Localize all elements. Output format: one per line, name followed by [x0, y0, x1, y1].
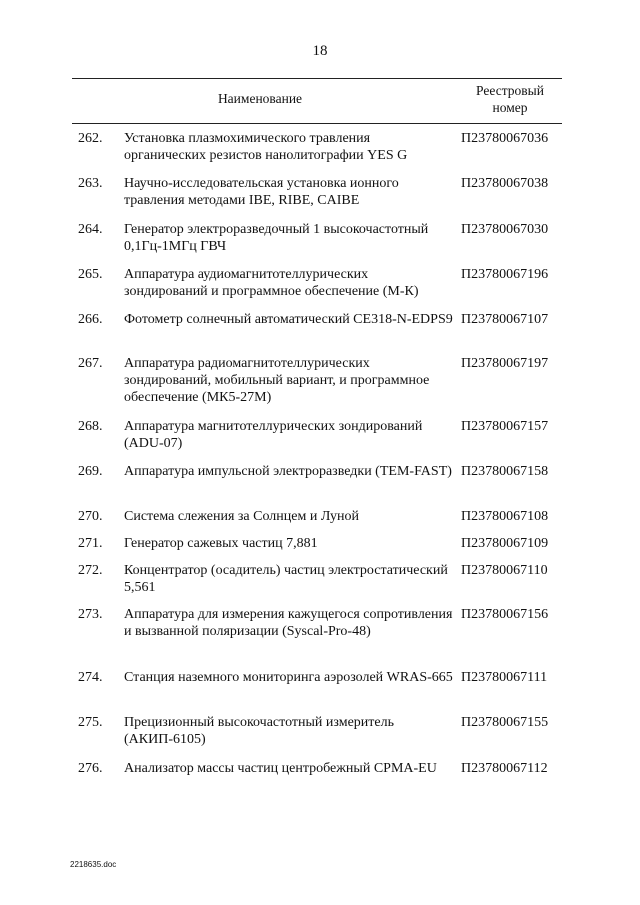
- row-registry-number: П23780067030: [461, 222, 549, 237]
- footer-document-filename: 2218635.doc: [70, 860, 117, 869]
- row-registry-number: П23780067156: [461, 607, 549, 622]
- row-name: Станция наземного мониторинга аэрозолей WRAS-665: [124, 670, 453, 685]
- row-name: Аппаратура магнитотеллурических зондирований (ADU-07): [124, 419, 423, 451]
- row-number: 262.: [78, 131, 103, 146]
- page-number: 18: [312, 43, 328, 59]
- column-header-registry-line1: Реестровый: [476, 83, 544, 98]
- row-registry-number: П23780067108: [461, 509, 549, 524]
- column-header-registry-line2: номер: [492, 100, 528, 115]
- row-registry-number: П23780067112: [461, 761, 548, 776]
- row-name: Аппаратура для измерения кажущегося сопротивления и вызванной поляризации (Syscal-Pro-48): [124, 607, 453, 639]
- row-registry-number: П23780067157: [461, 419, 549, 434]
- row-name: Аппаратура аудиомагнитотеллурических зондирований и программное обеспечение (М-К): [124, 267, 419, 299]
- row-number: 275.: [78, 715, 103, 730]
- row-registry-number: П23780067196: [461, 267, 549, 282]
- row-registry-number: П23780067111: [461, 670, 548, 685]
- row-registry-number: П23780067110: [461, 563, 548, 578]
- row-number: 269.: [78, 464, 103, 479]
- row-registry-number: П23780067107: [461, 312, 549, 327]
- row-number: 265.: [78, 267, 103, 282]
- row-registry-number: П23780067197: [461, 356, 549, 371]
- row-name: Фотометр солнечный автоматический CE318-N-EDPS9: [124, 312, 453, 327]
- row-number: 271.: [78, 536, 103, 551]
- row-name: Генератор электроразведочный 1 высокочастотный 0,1Гц-1МГц ГВЧ: [124, 222, 429, 254]
- column-header-name: Наименование: [217, 91, 303, 106]
- row-number: 270.: [78, 509, 103, 524]
- row-name: Анализатор массы частиц центробежный CPMA-EU: [124, 761, 437, 776]
- row-name: Аппаратура радиомагнитотеллурических зондирований, мобильный вариант, и программное обеспечение (МК5-27М): [124, 356, 430, 405]
- row-name: Концентратор (осадитель) частиц электростатический 5,561: [124, 563, 448, 595]
- row-registry-number: П23780067036: [461, 131, 549, 146]
- row-name: Аппаратура импульсной электроразведки (TEM-FAST): [124, 464, 452, 479]
- row-name: Прецизионный высокочастотный измеритель (АКИП-6105): [124, 715, 394, 747]
- column-header-registry-number: [450, 82, 570, 116]
- row-number: 272.: [78, 563, 103, 578]
- row-registry-number: П23780067109: [461, 536, 549, 551]
- table-header: [72, 78, 562, 124]
- row-name: Система слежения за Солнцем и Луной: [124, 509, 359, 524]
- row-number: 274.: [78, 670, 103, 685]
- row-name: Научно-исследовательская установка ионного травления методами IBE, RIBE, CAIBE: [124, 176, 399, 208]
- row-number: 273.: [78, 607, 103, 622]
- row-number: 263.: [78, 176, 103, 191]
- row-number: 268.: [78, 419, 103, 434]
- row-registry-number: П23780067158: [461, 464, 549, 479]
- row-registry-number: П23780067155: [461, 715, 549, 730]
- row-name: Генератор сажевых частиц 7,881: [124, 536, 318, 551]
- row-registry-number: П23780067038: [461, 176, 549, 191]
- row-number: 267.: [78, 356, 103, 371]
- row-number: 276.: [78, 761, 103, 776]
- row-number: 264.: [78, 222, 103, 237]
- row-number: 266.: [78, 312, 103, 327]
- row-name: Установка плазмохимического травления органических резистов нанолитографии YES G: [124, 131, 408, 163]
